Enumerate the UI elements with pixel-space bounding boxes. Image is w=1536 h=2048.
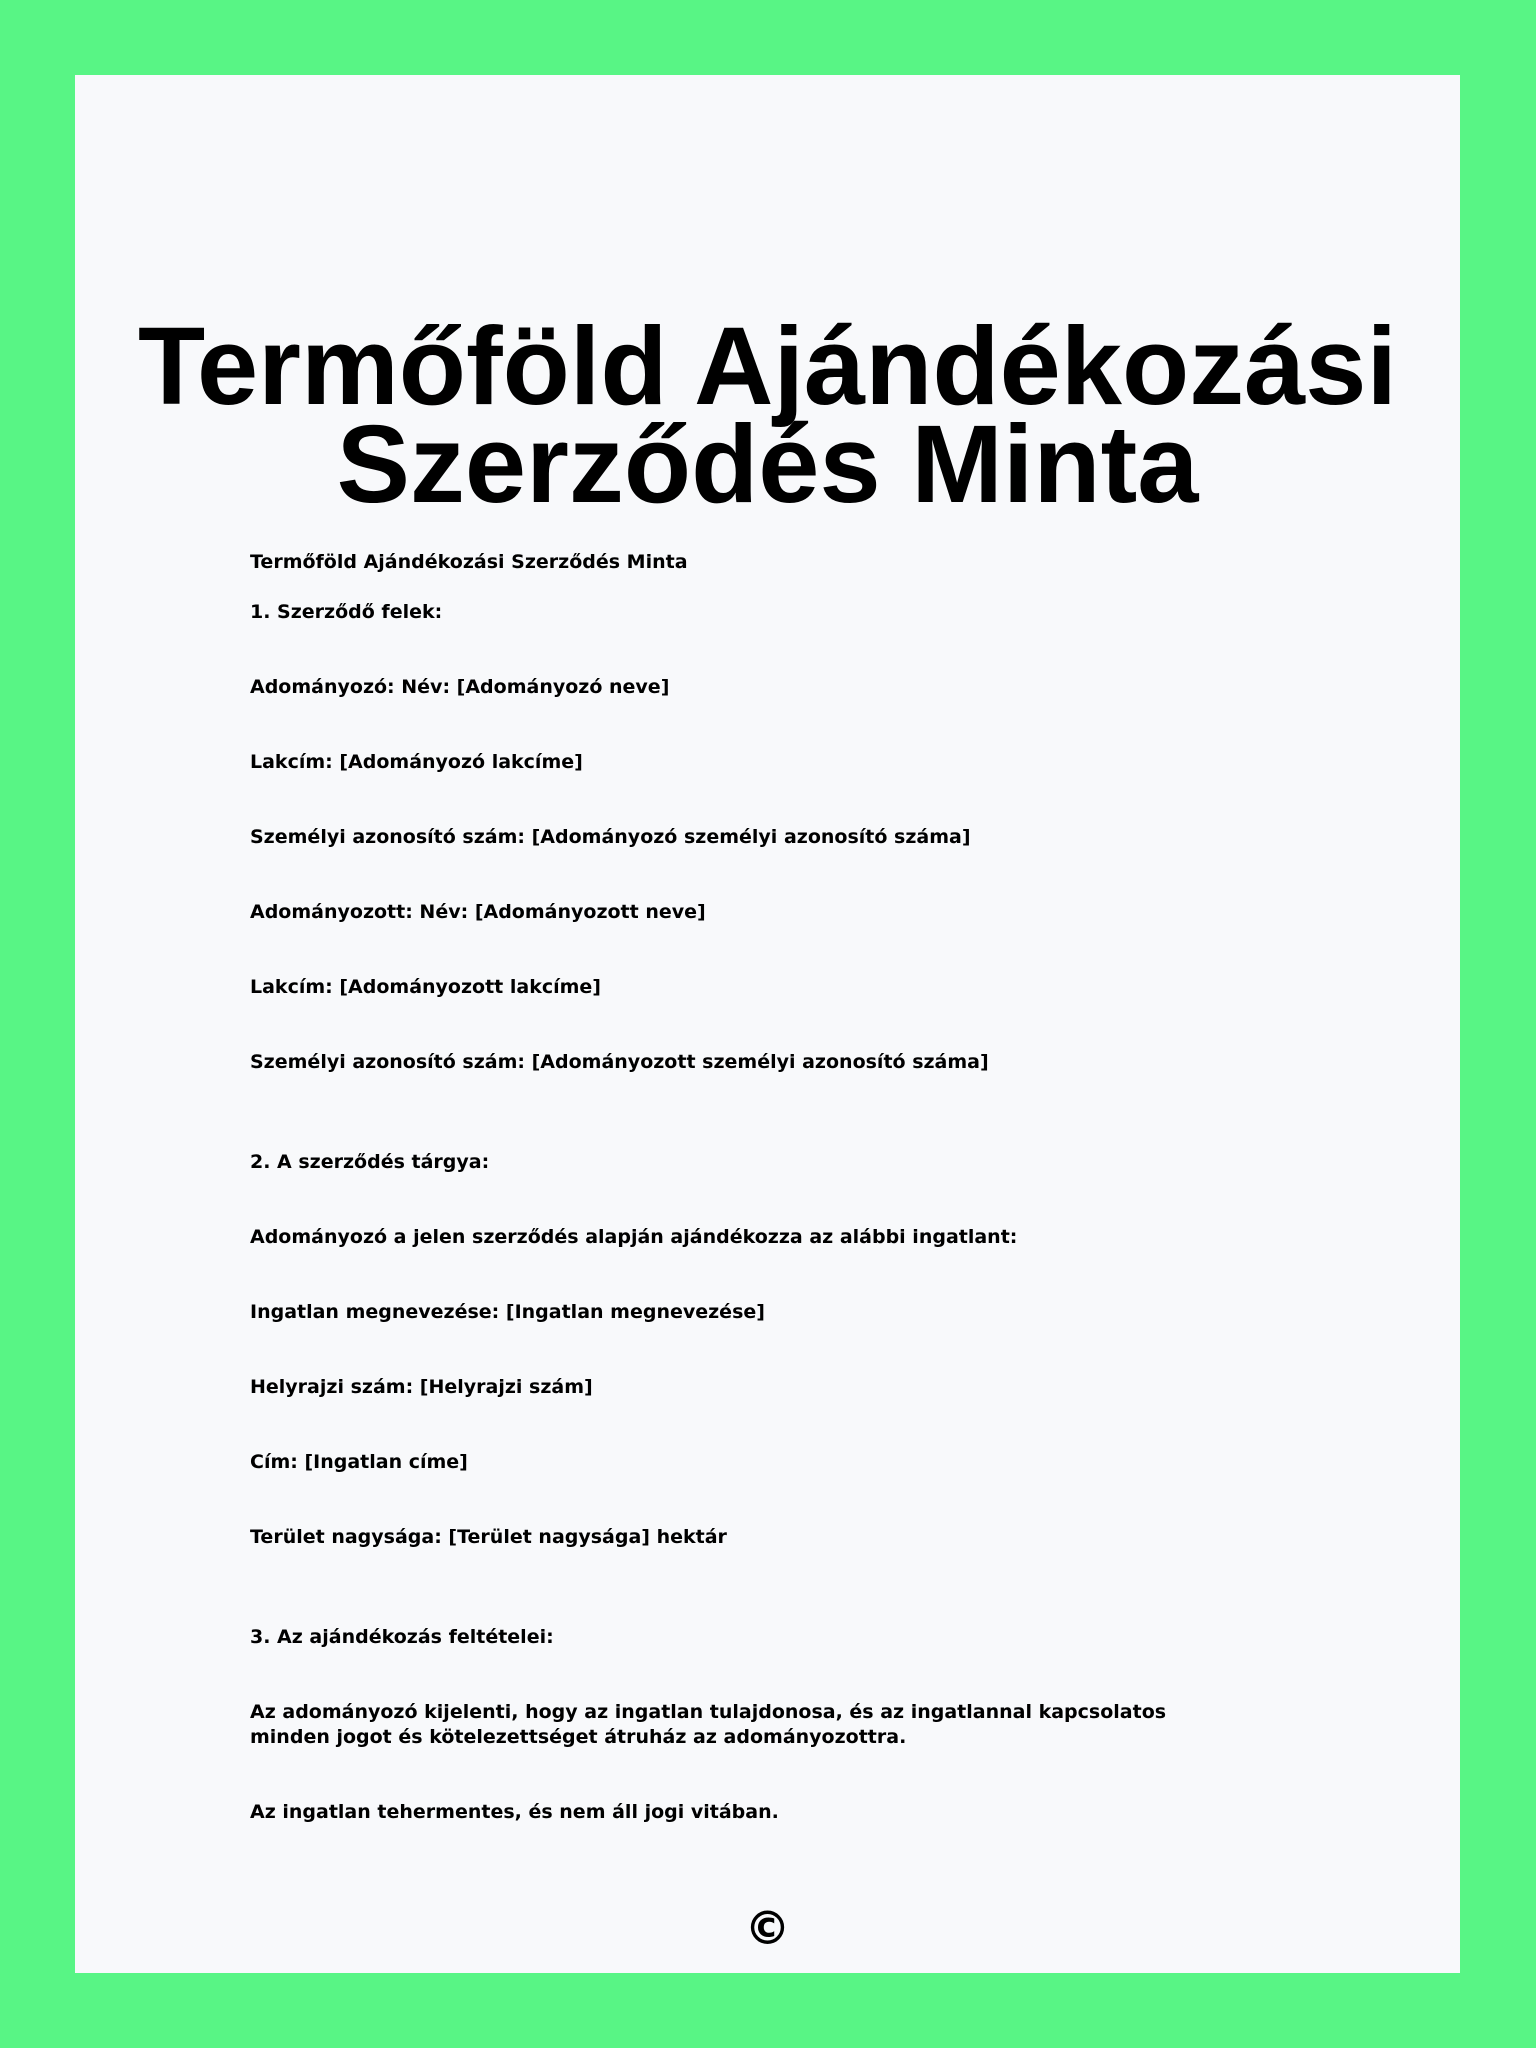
condition-unencumbered: Az ingatlan tehermentes, és nem áll jogi vitában. bbox=[250, 1801, 779, 1823]
section-3-heading: 3. Az ajándékozás feltételei: bbox=[250, 1626, 554, 1648]
document-page bbox=[75, 75, 1460, 1973]
donee-name: Adományozott: Név: [Adományozott neve] bbox=[250, 901, 706, 923]
parcel-number: Helyrajzi szám: [Helyrajzi szám] bbox=[250, 1376, 593, 1398]
subject-statement: Adományozó a jelen szerződés alapján ajándékozza az alábbi ingatlant: bbox=[250, 1226, 1018, 1248]
section-1-heading: 1. Szerződő felek: bbox=[250, 601, 443, 623]
section-2-heading: 2. A szerződés tárgya: bbox=[250, 1151, 490, 1173]
body-heading: Termőföld Ajándékozási Szerződés Minta bbox=[250, 551, 688, 573]
property-address: Cím: [Ingatlan címe] bbox=[250, 1451, 468, 1473]
donor-name: Adományozó: Név: [Adományozó neve] bbox=[250, 676, 670, 698]
condition-transfer: Az adományozó kijelenti, hogy az ingatlan tulajdonosa, és az ingatlannal kapcsolatos minden jogot és kötelezettséget átruház az adományozottra. bbox=[250, 1701, 1167, 1748]
donee-address: Lakcím: [Adományozott lakcíme] bbox=[250, 976, 601, 998]
donor-address: Lakcím: [Adományozó lakcíme] bbox=[250, 751, 583, 773]
property-area: Terület nagysága: [Terület nagysága] hektár bbox=[250, 1526, 727, 1548]
copyright-icon: © bbox=[744, 1901, 791, 1955]
donee-id: Személyi azonosító szám: [Adományozott személyi azonosító száma] bbox=[250, 1051, 989, 1073]
property-name: Ingatlan megnevezése: [Ingatlan megnevezése] bbox=[250, 1301, 765, 1323]
donor-id: Személyi azonosító szám: [Adományozó személyi azonosító száma] bbox=[250, 826, 971, 848]
document-title: Termőföld Ajándékozási Szerződés Minta bbox=[137, 305, 1398, 526]
